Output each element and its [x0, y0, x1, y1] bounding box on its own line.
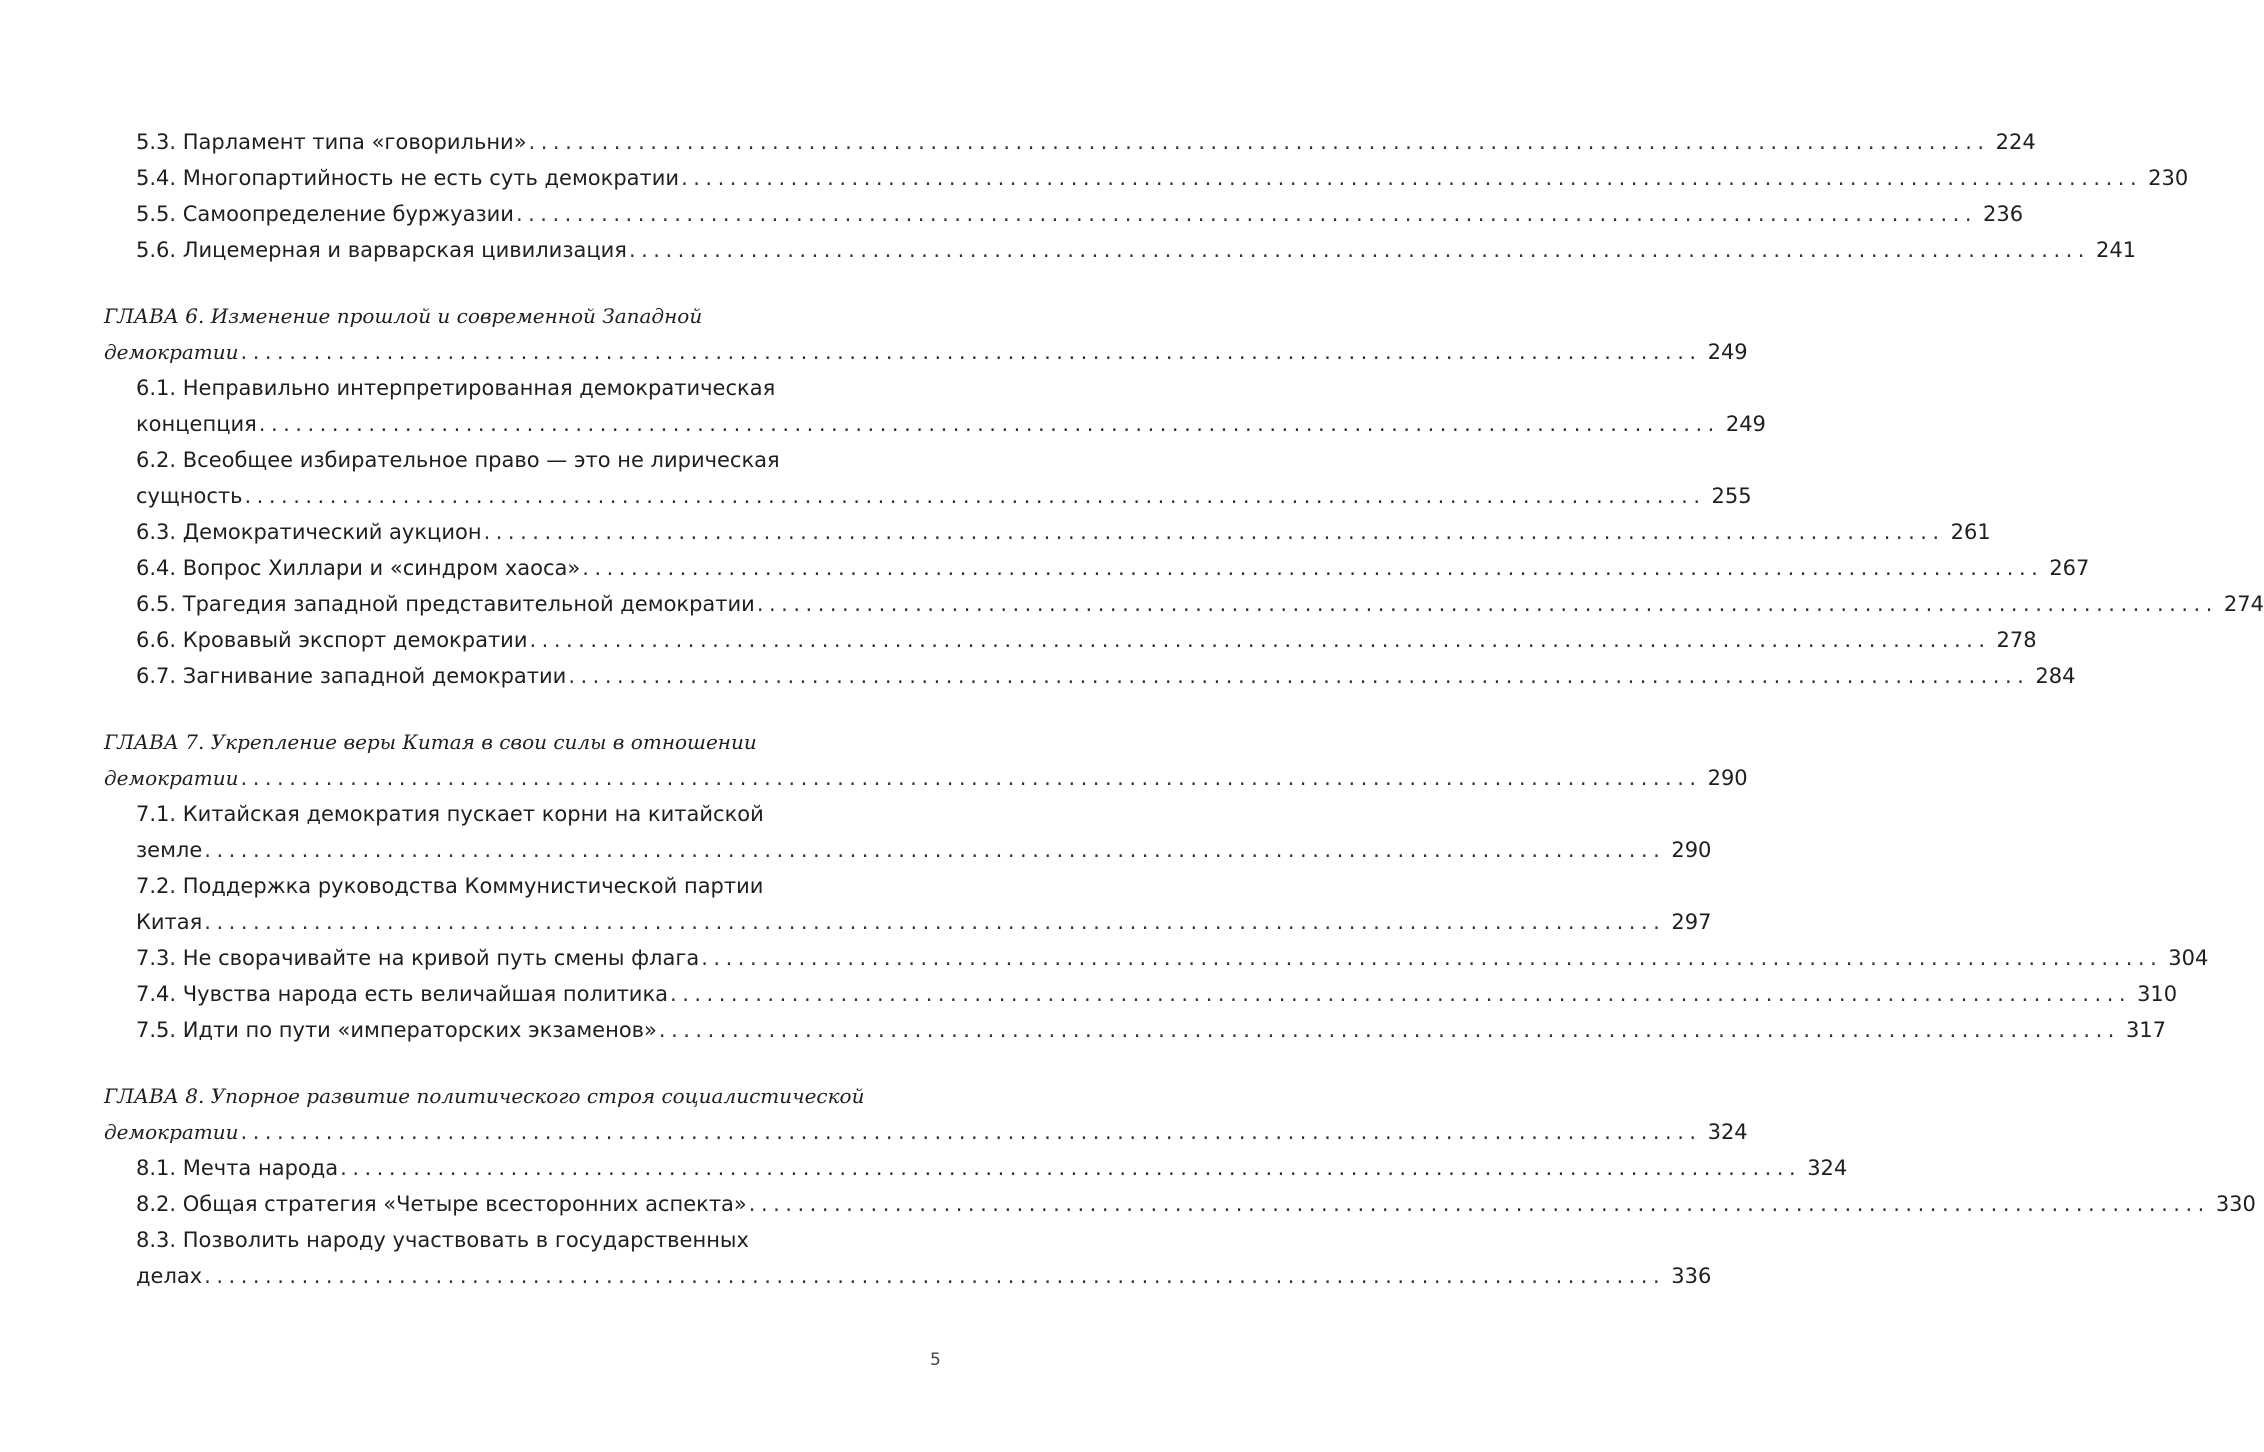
toc-entry-title: 5.5. Самоопределение буржуазии	[136, 202, 514, 226]
toc-entry-page: 236	[1983, 202, 2024, 226]
toc-entry-title: 5.4. Многопартийность не есть суть демократии	[136, 166, 680, 190]
toc-entry-page: 267	[2049, 556, 2090, 580]
dot-leader: ........................................................................................................................	[204, 910, 1666, 934]
toc-entry[interactable]	[104, 1150, 1848, 1186]
toc-entry[interactable]	[104, 622, 2037, 658]
section-gap	[104, 268, 876, 298]
toc-entry-page: 330	[2215, 1192, 2256, 1216]
dot-leader: ........................................................................................................................	[756, 592, 2218, 616]
toc-entry-title: 7.3. Не сворачивайте на кривой путь смены флага	[136, 946, 700, 970]
chapter-title-entry[interactable]	[104, 1114, 1748, 1150]
toc-entry-page: 297	[1671, 910, 1712, 934]
toc-entry-page: 336	[1671, 1264, 1712, 1288]
dot-leader: ........................................................................................................................	[240, 766, 1702, 790]
toc-entry-title-line[interactable]: 8.3. Позволить народу участвовать в государственных	[136, 1228, 749, 1252]
toc-entry-title-line[interactable]: 6.1. Неправильно интерпретированная демократическая	[136, 376, 776, 400]
dot-leader: ........................................................................................................................	[568, 664, 2030, 688]
toc-entry-page: 304	[2168, 946, 2209, 970]
toc-entry-title: делах	[136, 1264, 203, 1288]
toc-entry-page: 255	[1711, 484, 1752, 508]
dot-leader: ........................................................................................................................	[681, 166, 2143, 190]
toc-entry-page: 290	[1707, 766, 1748, 790]
toc-entry-title: земле	[136, 838, 203, 862]
section-gap	[104, 694, 876, 724]
table-of-contents	[104, 124, 2264, 1294]
chapter-title-end: демократии	[104, 766, 239, 790]
chapter-title-line[interactable]: ГЛАВА 7. Укрепление веры Китая в свои силы в отношении	[104, 730, 757, 754]
toc-entry-title: 6.3. Демократический аукцион	[136, 520, 482, 544]
dot-leader: ........................................................................................................................	[748, 1192, 2210, 1216]
toc-entry[interactable]	[104, 658, 2076, 694]
toc-entry-page: 224	[1995, 130, 2036, 154]
toc-entry-title-line[interactable]: 7.2. Поддержка руководства Коммунистической партии	[136, 874, 764, 898]
toc-entry-title: 8.1. Мечта народа	[136, 1156, 339, 1180]
chapter-title-end: демократии	[104, 1120, 239, 1144]
chapter-6	[104, 298, 2264, 694]
toc-entry-title: 6.7. Загнивание западной демократии	[136, 664, 567, 688]
toc-entry-title: 8.2. Общая стратегия «Четыре всесторонних аспекта»	[136, 1192, 747, 1216]
toc-entry-page: 317	[2125, 1018, 2167, 1042]
chapter-title-end: демократии	[104, 340, 239, 364]
dot-leader: ........................................................................................................................	[483, 520, 1945, 544]
toc-entry-page: 261	[1950, 520, 1991, 544]
toc-entry-page: 274	[2223, 592, 2264, 616]
toc-entry[interactable]	[104, 232, 2137, 268]
dot-leader: ........................................................................................................................	[244, 484, 1706, 508]
toc-entry-page: 324	[1707, 1120, 1748, 1144]
toc-entry-title: 6.6. Кровавый экспорт демократии	[136, 628, 528, 652]
chapter-title-entry[interactable]	[104, 334, 1748, 370]
toc-entry[interactable]	[104, 514, 1991, 550]
toc-entry[interactable]	[104, 196, 2024, 232]
dot-leader: ........................................................................................................................	[658, 1018, 2120, 1042]
dot-leader: ........................................................................................................................	[340, 1156, 1802, 1180]
dot-leader: ........................................................................................................................	[670, 982, 2132, 1006]
toc-entry-page: 284	[2035, 664, 2076, 688]
toc-entry-title: 7.5. Идти по пути «императорских экзаменов»	[136, 1018, 657, 1042]
dot-leader: ........................................................................................................................	[701, 946, 2163, 970]
toc-entry-title-line[interactable]: 7.1. Китайская демократия пускает корни на китайской	[136, 802, 764, 826]
toc-entry-title: сущность	[136, 484, 243, 508]
dot-leader: ........................................................................................................................	[628, 238, 2090, 262]
dot-leader: ........................................................................................................................	[582, 556, 2044, 580]
toc-entry[interactable]	[104, 478, 1752, 514]
page-number: 5	[930, 1350, 941, 1370]
chapter-7	[104, 724, 2209, 1048]
toc-entry[interactable]	[104, 586, 2264, 622]
dot-leader: ........................................................................................................................	[240, 340, 1702, 364]
toc-entry-page: 249	[1725, 412, 1766, 436]
toc-entry-title-line[interactable]: 6.2. Всеобщее избирательное право — это не лирическая	[136, 448, 780, 472]
chapter-title-line[interactable]: ГЛАВА 8. Упорное развитие политического строя социалистической	[104, 1084, 865, 1108]
toc-entry-page: 241	[2095, 238, 2137, 262]
toc-entry-title: 7.4. Чувства народа есть величайшая политика	[136, 982, 669, 1006]
toc-entry-title: 5.6. Лицемерная и варварская цивилизация	[136, 238, 627, 262]
toc-entry[interactable]	[104, 1012, 2167, 1048]
toc-entry-page: 324	[1807, 1156, 1848, 1180]
toc-entry-title: 6.4. Вопрос Хиллари и «синдром хаоса»	[136, 556, 581, 580]
toc-entry-title: концепция	[136, 412, 257, 436]
toc-entry-title: 5.3. Парламент типа «говорильни»	[136, 130, 527, 154]
toc-entry-title: Китая	[136, 910, 203, 934]
toc-entry[interactable]	[104, 550, 2090, 586]
toc-entry-page: 290	[1671, 838, 1712, 862]
chapter-title-entry[interactable]	[104, 760, 1748, 796]
toc-entry[interactable]	[104, 904, 1712, 940]
dot-leader: ........................................................................................................................	[204, 1264, 1666, 1288]
chapter-title-line[interactable]: ГЛАВА 6. Изменение прошлой и современной Западной	[104, 304, 703, 328]
toc-entry-title: 6.5. Трагедия западной представительной демократии	[136, 592, 755, 616]
dot-leader: ........................................................................................................................	[528, 130, 1990, 154]
toc-entry[interactable]	[104, 1258, 1712, 1294]
dot-leader: ........................................................................................................................	[204, 838, 1666, 862]
toc-entry-page: 249	[1707, 340, 1748, 364]
dot-leader: ........................................................................................................................	[529, 628, 1991, 652]
toc-entry[interactable]	[104, 124, 2036, 160]
toc-entry[interactable]	[104, 940, 2209, 976]
chapter-8	[104, 1078, 2256, 1294]
section-gap	[104, 1048, 876, 1078]
toc-entry-page: 278	[1996, 628, 2037, 652]
dot-leader: ........................................................................................................................	[240, 1120, 1702, 1144]
toc-entry[interactable]	[104, 406, 1766, 442]
toc-entry[interactable]	[104, 1186, 2256, 1222]
toc-entry-page: 230	[2148, 166, 2189, 190]
toc-entry[interactable]	[104, 832, 1712, 868]
dot-leader: ........................................................................................................................	[258, 412, 1720, 436]
toc-entry[interactable]	[104, 160, 2189, 196]
toc-entry[interactable]	[104, 976, 2178, 1012]
toc-entry-page: 310	[2137, 982, 2178, 1006]
dot-leader: ........................................................................................................................	[515, 202, 1977, 226]
